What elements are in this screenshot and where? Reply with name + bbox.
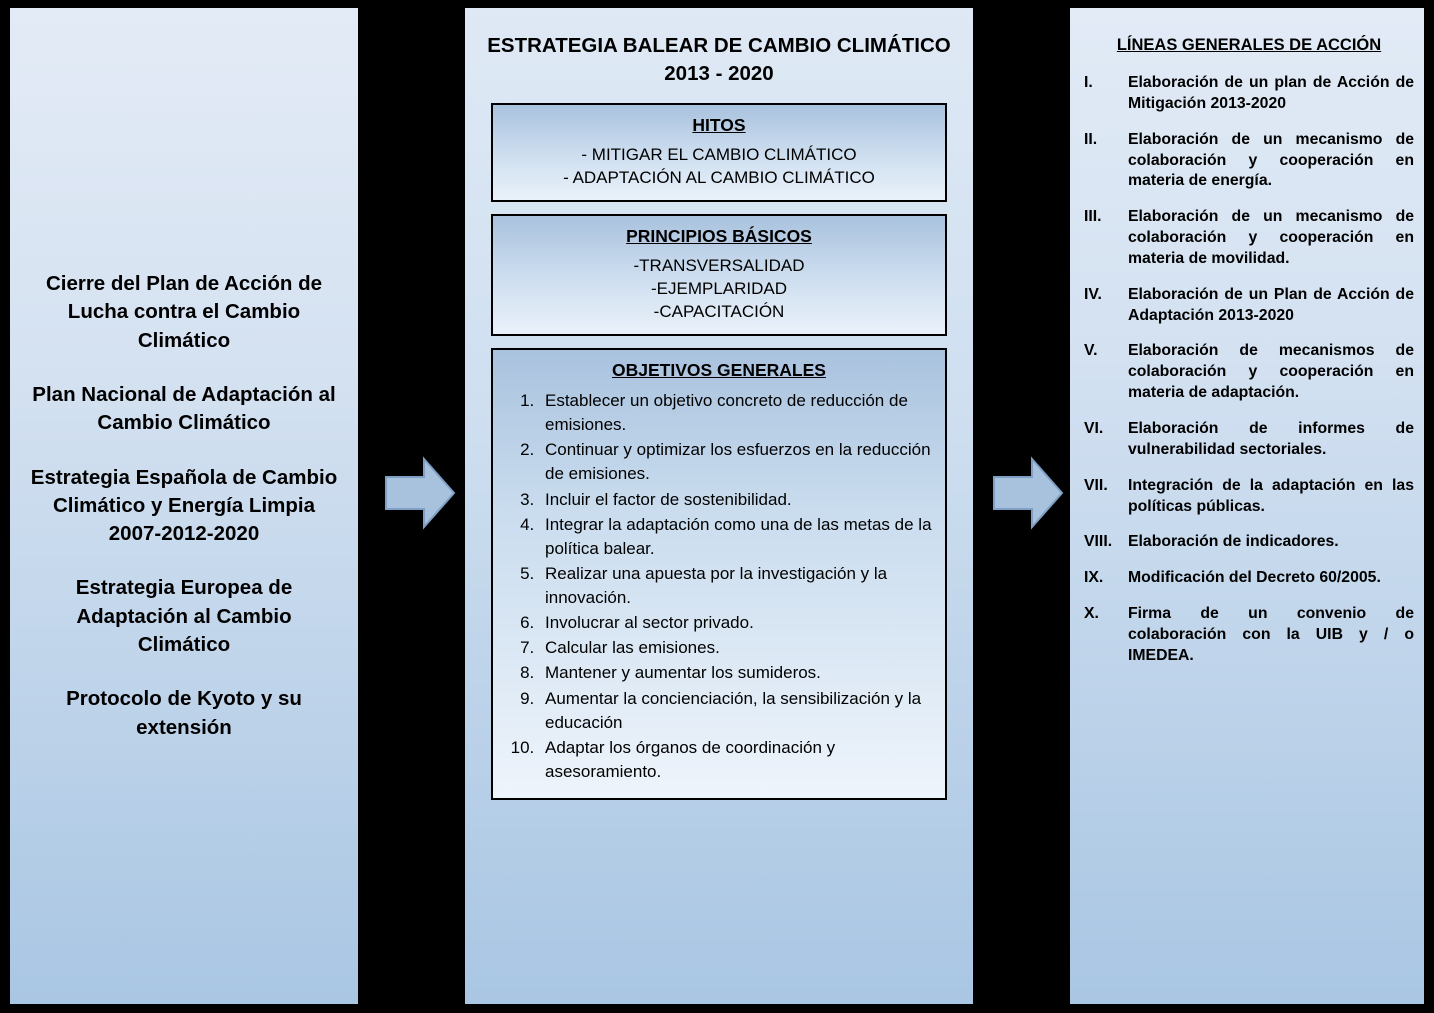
objetivo-item: 9. Aumentar la concienciación, la sensibilización y la educación [539, 687, 933, 735]
objetivos-box [491, 348, 947, 800]
action-line-text: Elaboración de indicadores. [1128, 533, 1339, 551]
action-line-item [1084, 285, 1414, 327]
action-line-number: II. [1084, 130, 1098, 148]
action-lines-list [1084, 73, 1414, 667]
antecedent-item: Cierre del Plan de Acción de Lucha contra el Cambio Climático [45, 272, 323, 352]
hitos-box [491, 103, 947, 202]
hitos-line: - MITIGAR EL CAMBIO CLIMÁTICO [581, 145, 857, 165]
principios-line: -CAPACITACIÓN [653, 302, 785, 322]
action-line-item [1084, 476, 1414, 518]
action-line-number: III. [1084, 208, 1102, 226]
action-line-number: IV. [1084, 285, 1102, 303]
action-line-text: Elaboración de un mecanismo de colaboración y cooperación en materia de energía. [1128, 130, 1414, 190]
objetivo-item: 2. Continuar y optimizar los esfuerzos en la reducción de emisiones. [539, 438, 933, 486]
action-line-number: VII. [1084, 476, 1108, 494]
objetivo-item: 6. Involucrar al sector privado. [539, 611, 933, 635]
objetivos-list [505, 389, 933, 784]
arrow-right-icon-left [384, 455, 456, 531]
antecedent-item: Estrategia Europea de Adaptación al Cambio Climático [75, 576, 293, 656]
action-line-item [1084, 568, 1414, 589]
hitos-heading: HITOS [692, 115, 746, 136]
action-line-text: Integración de la adaptación en las políticas públicas. [1128, 476, 1414, 515]
action-line-item [1084, 130, 1414, 193]
action-line-item [1084, 73, 1414, 115]
action-line-item [1084, 604, 1414, 667]
principios-line: -EJEMPLARIDAD [650, 279, 788, 299]
antecedent-item: Estrategia Española de Cambio Climático y Energía Limpia 2007-2012-2020 [30, 465, 338, 546]
action-line-text: Elaboración de un mecanismo de colaboración y cooperación en materia de movilidad. [1128, 208, 1414, 267]
action-line-number: V. [1084, 342, 1098, 360]
antecedents-panel [8, 6, 360, 1006]
objetivo-item: 10. Adaptar los órganos de coordinación y asesoramiento. [539, 736, 933, 784]
action-line-item [1084, 419, 1414, 461]
antecedent-item: Plan Nacional de Adaptación al Cambio Climático [32, 383, 336, 435]
objetivos-heading: OBJETIVOS GENERALES [612, 360, 826, 381]
antecedents-list [10, 270, 358, 742]
hitos-line: - ADAPTACIÓN AL CAMBIO CLIMÁTICO [563, 168, 875, 188]
action-line-number: VI. [1084, 419, 1104, 437]
objetivo-item: 4. Integrar la adaptación como una de las metas de la política balear. [539, 513, 933, 561]
action-line-item [1084, 341, 1414, 404]
action-line-item [1084, 207, 1414, 270]
principios-box [491, 214, 947, 336]
objetivo-item: 8. Mantener y aumentar los sumideros. [539, 661, 933, 685]
objetivo-item: 1. Establecer un objetivo concreto de reducción de emisiones. [539, 389, 933, 437]
objetivo-item: 5. Realizar una apuesta por la investigación y la innovación. [539, 562, 933, 610]
strategy-title: ESTRATEGIA BALEAR DE CAMBIO CLIMÁTICO 2013 - 2020 [487, 34, 951, 85]
action-lines-panel [1068, 6, 1426, 1006]
objetivo-item: 3. Incluir el factor de sostenibilidad. [539, 488, 933, 512]
action-line-number: I. [1084, 74, 1093, 91]
action-line-text: Elaboración de un plan de Acción de Mitigación 2013-2020 [1128, 74, 1414, 112]
strategy-panel [463, 6, 975, 1006]
action-line-number: X. [1084, 605, 1099, 623]
principios-heading: PRINCIPIOS BÁSICOS [626, 226, 812, 247]
antecedent-item: Protocolo de Kyoto y su extensión [66, 687, 302, 739]
action-line-number: IX. [1084, 569, 1104, 587]
objetivo-item: 7. Calcular las emisiones. [539, 636, 933, 660]
action-line-item [1084, 532, 1414, 553]
action-line-text: Elaboración de mecanismos de colaboración y cooperación en materia de adaptación. [1128, 342, 1414, 402]
action-line-text: Modificación del Decreto 60/2005. [1128, 569, 1381, 587]
action-line-text: Firma de un convenio de colaboración con la UIB y / o IMEDEA. [1128, 605, 1414, 664]
action-lines-title: LÍNEAS GENERALES DE ACCIÓN [1116, 36, 1382, 54]
action-line-text: Elaboración de un Plan de Acción de Adaptación 2013-2020 [1128, 285, 1414, 324]
action-line-number: VIII. [1084, 533, 1113, 551]
arrow-right-icon-right [992, 455, 1064, 531]
principios-line: -TRANSVERSALIDAD [633, 256, 805, 276]
action-line-text: Elaboración de informes de vulnerabilidad sectoriales. [1128, 419, 1414, 458]
